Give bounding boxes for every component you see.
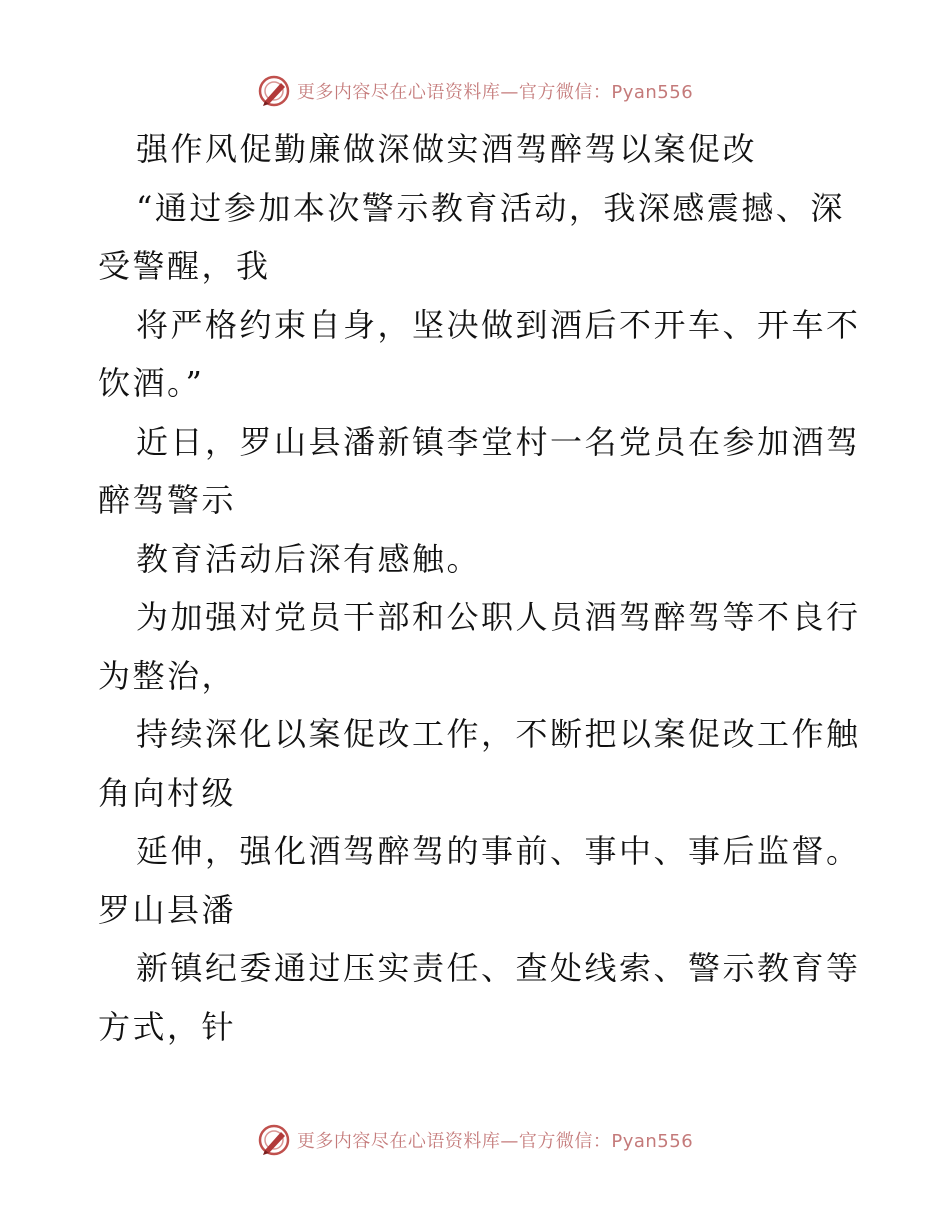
paragraph-line: 教育活动后深有感触。: [136, 539, 482, 578]
header-banner-text: 更多内容尽在心语资料库—官方微信：Pyan556: [296, 82, 694, 103]
red-pen-logo-icon: [257, 74, 291, 108]
red-pen-logo-icon: [257, 1123, 291, 1157]
document-title: 强作风促勤廉做深做实酒驾醉驾以案促改: [136, 130, 758, 168]
paragraph-line: 新镇纪委通过压实责任、查处线索、警示教育等: [136, 949, 861, 987]
paragraph-line: 延伸，强化酒驾醉驾的事前、事中、事后监督。: [136, 832, 861, 870]
footer-banner: [0, 1120, 950, 1160]
paragraph-line: 近日，罗山县潘新镇李堂村一名党员在参加酒驾: [136, 422, 861, 461]
paragraph-line: 受警醒，我: [98, 247, 271, 285]
paragraph-line: 饮酒。”: [98, 364, 205, 402]
paragraph-line: 为整治，: [98, 656, 237, 695]
paragraph-line: 将严格约束自身，坚决做到酒后不开车、开车不: [136, 305, 861, 344]
paragraph-line: 醉驾警示: [98, 481, 237, 519]
paragraph-line: 罗山县潘: [98, 890, 237, 929]
footer-banner-text: 更多内容尽在心语资料库—官方微信：Pyan556: [296, 1131, 694, 1152]
paragraph-line: 方式，针: [98, 1007, 237, 1046]
paragraph-line: 为加强对党员干部和公职人员酒驾醉驾等不良行: [136, 598, 861, 636]
paragraph-line: 持续深化以案促改工作，不断把以案促改工作触: [136, 715, 861, 753]
paragraph-line: 角向村级: [98, 773, 237, 812]
header-banner: [0, 71, 950, 111]
document-body: [98, 120, 861, 1056]
paragraph-line: “通过参加本次警示教育活动，我深感震撼、深: [136, 188, 845, 227]
